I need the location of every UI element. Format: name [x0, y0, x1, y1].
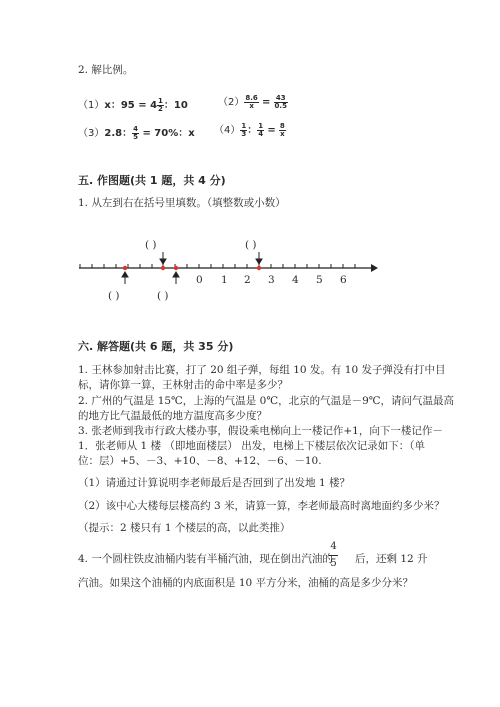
- problem-3-sub-2: （2）该中心大楼每层楼高约 3 米，请算一算，李老师最高时离地面约多少米？: [78, 500, 445, 512]
- number-line: [0, 0, 500, 320]
- fraction-denominator: 2: [158, 104, 163, 113]
- section-5-title: 五. 作图题(共 1 题，共 4 分): [78, 174, 226, 187]
- bracket-bottom-1: ( ): [108, 290, 120, 302]
- number-label-1: 1: [221, 274, 228, 286]
- bracket-bottom-2: ( ): [157, 290, 169, 302]
- fraction-denominator: 4: [258, 129, 264, 138]
- problem-4-line-1: 4. 一个圆柱铁皮油桶内装有半桶汽油，现在倒出汽油的: [78, 553, 333, 565]
- number-label-5: 5: [316, 274, 323, 286]
- point-marker: [174, 266, 178, 270]
- equation-text: 2.8：: [104, 128, 133, 139]
- problem-1-line-1: 1. 王林参加射击比赛，打了 20 组子弹，每组 10 发。有 10 发子弹没有打中目: [78, 364, 446, 376]
- point-marker: [123, 266, 127, 270]
- problem-4-line-1-end: 后，还剩 12 升: [355, 553, 428, 565]
- number-label-6: 6: [340, 274, 347, 286]
- equals-sign: =: [267, 125, 276, 136]
- fraction-numerator: 4: [133, 124, 138, 133]
- problem-4-fraction: [329, 542, 338, 569]
- fraction-denominator: 5: [330, 558, 337, 569]
- section-6-title: 六. 解答题(共 6 题，共 35 分): [78, 340, 234, 353]
- fraction-numerator: 43: [274, 95, 288, 103]
- equals-sign: =: [261, 97, 271, 108]
- problem-1-line-2: 标，请你算一算，王林射击的命中率是多少？: [78, 379, 288, 391]
- axis-arrow-icon: [371, 264, 378, 272]
- problem-2-line-2: 的地方比气温最低的地方温度高多少度？: [78, 410, 267, 422]
- problem-3-sub-1: （1）请通过计算说明李老师最后是否回到了出发地 1 楼？: [78, 477, 351, 489]
- bracket-top-1: ( ): [145, 239, 157, 251]
- up-arrow-head-icon: [173, 272, 179, 277]
- fraction-numerator: 1: [258, 121, 264, 130]
- problem-3-hint: （提示：2 楼只有 1 个楼层的高，以此类推）: [78, 522, 291, 534]
- problem-3-line-1: 3. 张老师到我市行政大楼办事，假设乘电梯向上一楼记作+1，向下一楼记作－: [78, 425, 443, 437]
- fraction-numerator: 1: [241, 121, 247, 130]
- down-arrow-head-icon: [256, 259, 262, 264]
- fraction-denominator: x: [249, 101, 254, 110]
- bracket-top-2: ( ): [245, 239, 257, 251]
- problem-2-line-1: 2. 广州的气温是 15℃，上海的气温是 0℃，北京的气温是－9℃，请问气温最高: [78, 395, 454, 407]
- fraction-numerator: 8: [279, 121, 285, 130]
- fraction-numerator: 8.6: [245, 93, 258, 102]
- equation-number: （3）: [78, 128, 105, 139]
- up-arrow-head-icon: [122, 272, 128, 277]
- point-marker: [257, 266, 261, 270]
- number-label-4: 4: [292, 274, 299, 286]
- fraction-bar: [329, 555, 338, 556]
- fraction-numerator: 1: [158, 96, 163, 105]
- equation-text: = 70%：x: [138, 128, 195, 139]
- fraction-denominator: x: [280, 129, 285, 138]
- down-arrow-head-icon: [160, 259, 166, 264]
- problem-3-line-2: 1．张老师从 1 楼 （即地面楼层） 出发，电梯上下楼层依次记录如下：（单: [78, 440, 425, 452]
- point-marker: [161, 266, 165, 270]
- fraction-denominator: 3: [241, 129, 247, 138]
- equation-number: （1）: [78, 100, 105, 111]
- number-label-3: 3: [268, 274, 275, 286]
- question-2-title: 2. 解比例。: [78, 64, 134, 76]
- equation-text: x：95 = 4: [104, 100, 158, 111]
- fraction-numerator: 4: [330, 541, 337, 552]
- number-label-2: 2: [244, 274, 251, 286]
- section-5-question-1: 1. 从左到右在括号里填数。（填整数或小数）: [78, 197, 286, 209]
- ratio-sign: ：: [247, 125, 258, 136]
- fraction-denominator: 5: [133, 132, 138, 141]
- number-label-0: 0: [196, 274, 203, 286]
- problem-4-line-2: 汽油。如果这个油桶的内底面积是 10 平方分米，油桶的高是多少分米？: [78, 577, 414, 589]
- equation-text: ：10: [163, 100, 188, 111]
- problem-3-line-3: 位：层）+5、－3、+10、－8、+12、－6、－10.: [78, 455, 322, 467]
- equation-number: （4）: [214, 125, 241, 136]
- equation-number: （2）: [218, 97, 245, 108]
- fraction-denominator: 0.5: [274, 101, 287, 110]
